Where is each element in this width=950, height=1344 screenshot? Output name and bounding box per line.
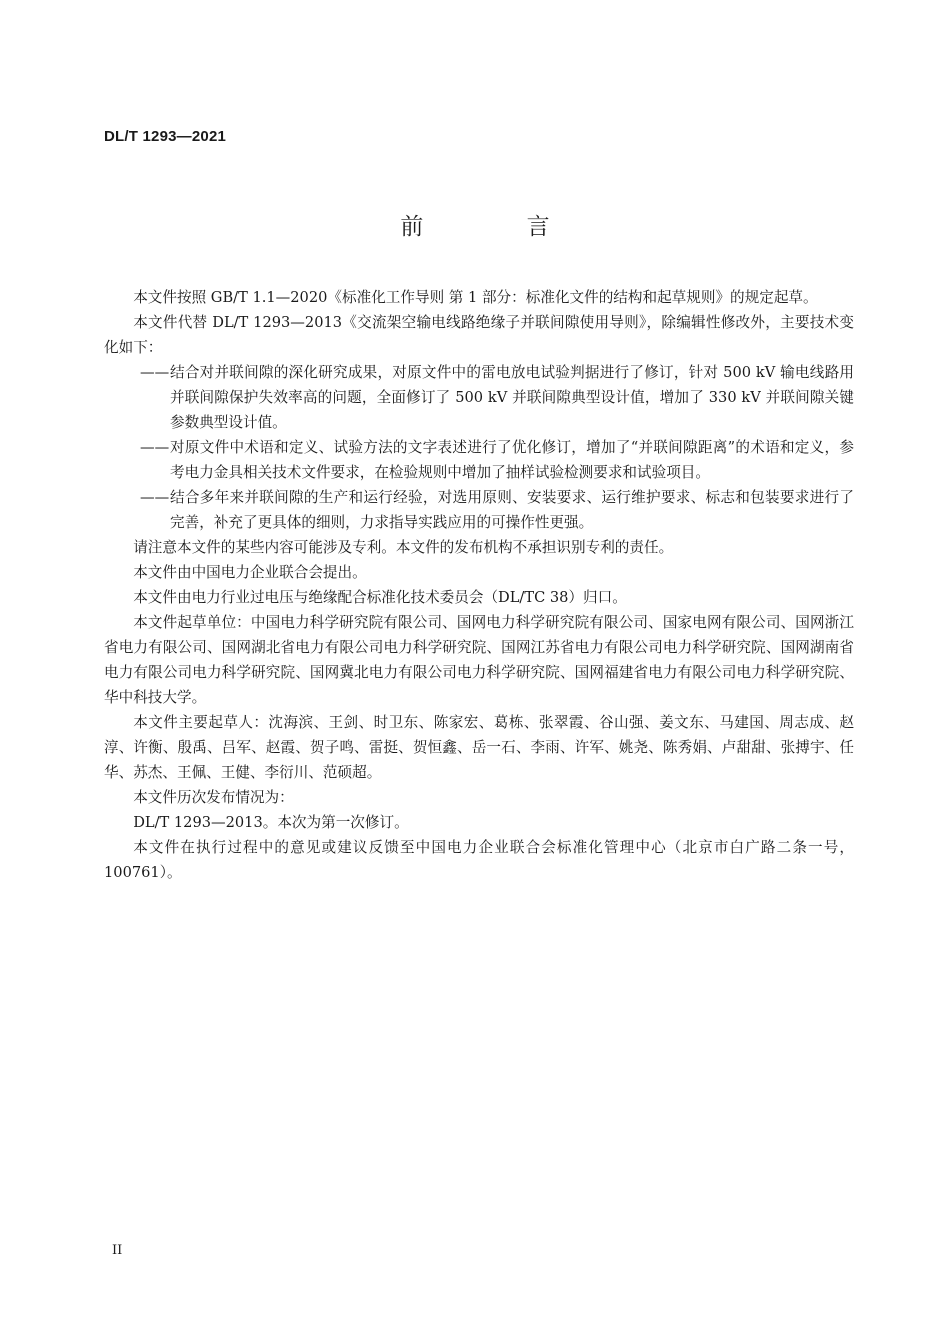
dash-marker: —— [140,364,170,381]
paragraph-feedback: 本文件在执行过程中的意见或建议反馈至中国电力企业联合会标准化管理中心（北京市白广路二条一号，100761）。 [104,839,854,881]
paragraph-replacement: 本文件代替 DL/T 1293—2013《交流架空输电线路绝缘子并联间隙使用导则》，除编辑性修改外，主要技术变化如下： [104,314,854,356]
paragraph-committee: 本文件由电力行业过电压与绝缘配合标准化技术委员会（DL/TC 38）归口。 [133,589,627,606]
document-body [104,285,854,885]
paragraph-patent-notice: 请注意本文件的某些内容可能涉及专利。本文件的发布机构不承担识别专利的责任。 [133,539,674,556]
paragraph-history: DL/T 1293—2013。本次为第一次修订。 [133,814,409,831]
dash-marker: —— [140,489,170,506]
change-list-item [104,435,854,485]
change-list-item [104,360,854,435]
change-text: 结合多年来并联间隙的生产和运行经验，对选用原则、安装要求、运行维护要求、标志和包装要求进行了完善，补充了更具体的细则，力求指导实践应用的可操作性更强。 [170,489,854,531]
paragraph-proposer: 本文件由中国电力企业联合会提出。 [133,564,367,581]
paragraph-drafting-units: 本文件起草单位：中国电力科学研究院有限公司、国网电力科学研究院有限公司、国家电网有限公司、国网浙江省电力有限公司、国网湖北省电力有限公司电力科学研究院、国网江苏省电力有限公司电力科学研究院、国网湖南省电力有限公司电力科学研究院、国网冀北电力有限公司电力科学研究院、国网福建省电力有限公司电力科学研究院、华中科技大学。 [104,614,854,706]
paragraph-history-heading: 本文件历次发布情况为： [133,789,294,806]
change-text: 对原文件中术语和定义、试验方法的文字表述进行了优化修订，增加了“并联间隙距离”的术语和定义，参考电力金具相关技术文件要求，在检验规则中增加了抽样试验检测要求和试验项目。 [170,439,854,481]
paragraph-drafting-rules: 本文件按照 GB/T 1.1—2020《标准化工作导则 第 1 部分：标准化文件的结构和起草规则》的规定起草。 [133,289,818,306]
page-number: II [112,1243,123,1258]
page-title: 前 言 [400,214,598,240]
paragraph-drafters: 本文件主要起草人：沈海滨、王剑、时卫东、陈家宏、葛栋、张翠霞、谷山强、姜文东、马建国、周志成、赵淳、许衡、殷禹、吕军、赵霞、贺子鸣、雷挺、贺恒鑫、岳一石、李雨、许军、姚尧、陈秀娟、卢甜甜、张搏宇、任华、苏杰、王佩、王健、李衍川、范硕超。 [104,714,854,781]
document-code: DL/T 1293—2021 [104,128,227,145]
change-text: 结合对并联间隙的深化研究成果，对原文件中的雷电放电试验判据进行了修订，针对 500 kV 输电线路用并联间隙保护失效率高的问题，全面修订了 500 kV 并联间隙典型设计值，增加了 330 kV 并联间隙关键参数典型设计值。 [170,364,854,431]
change-list-item [104,485,854,535]
dash-marker: —— [140,439,170,456]
